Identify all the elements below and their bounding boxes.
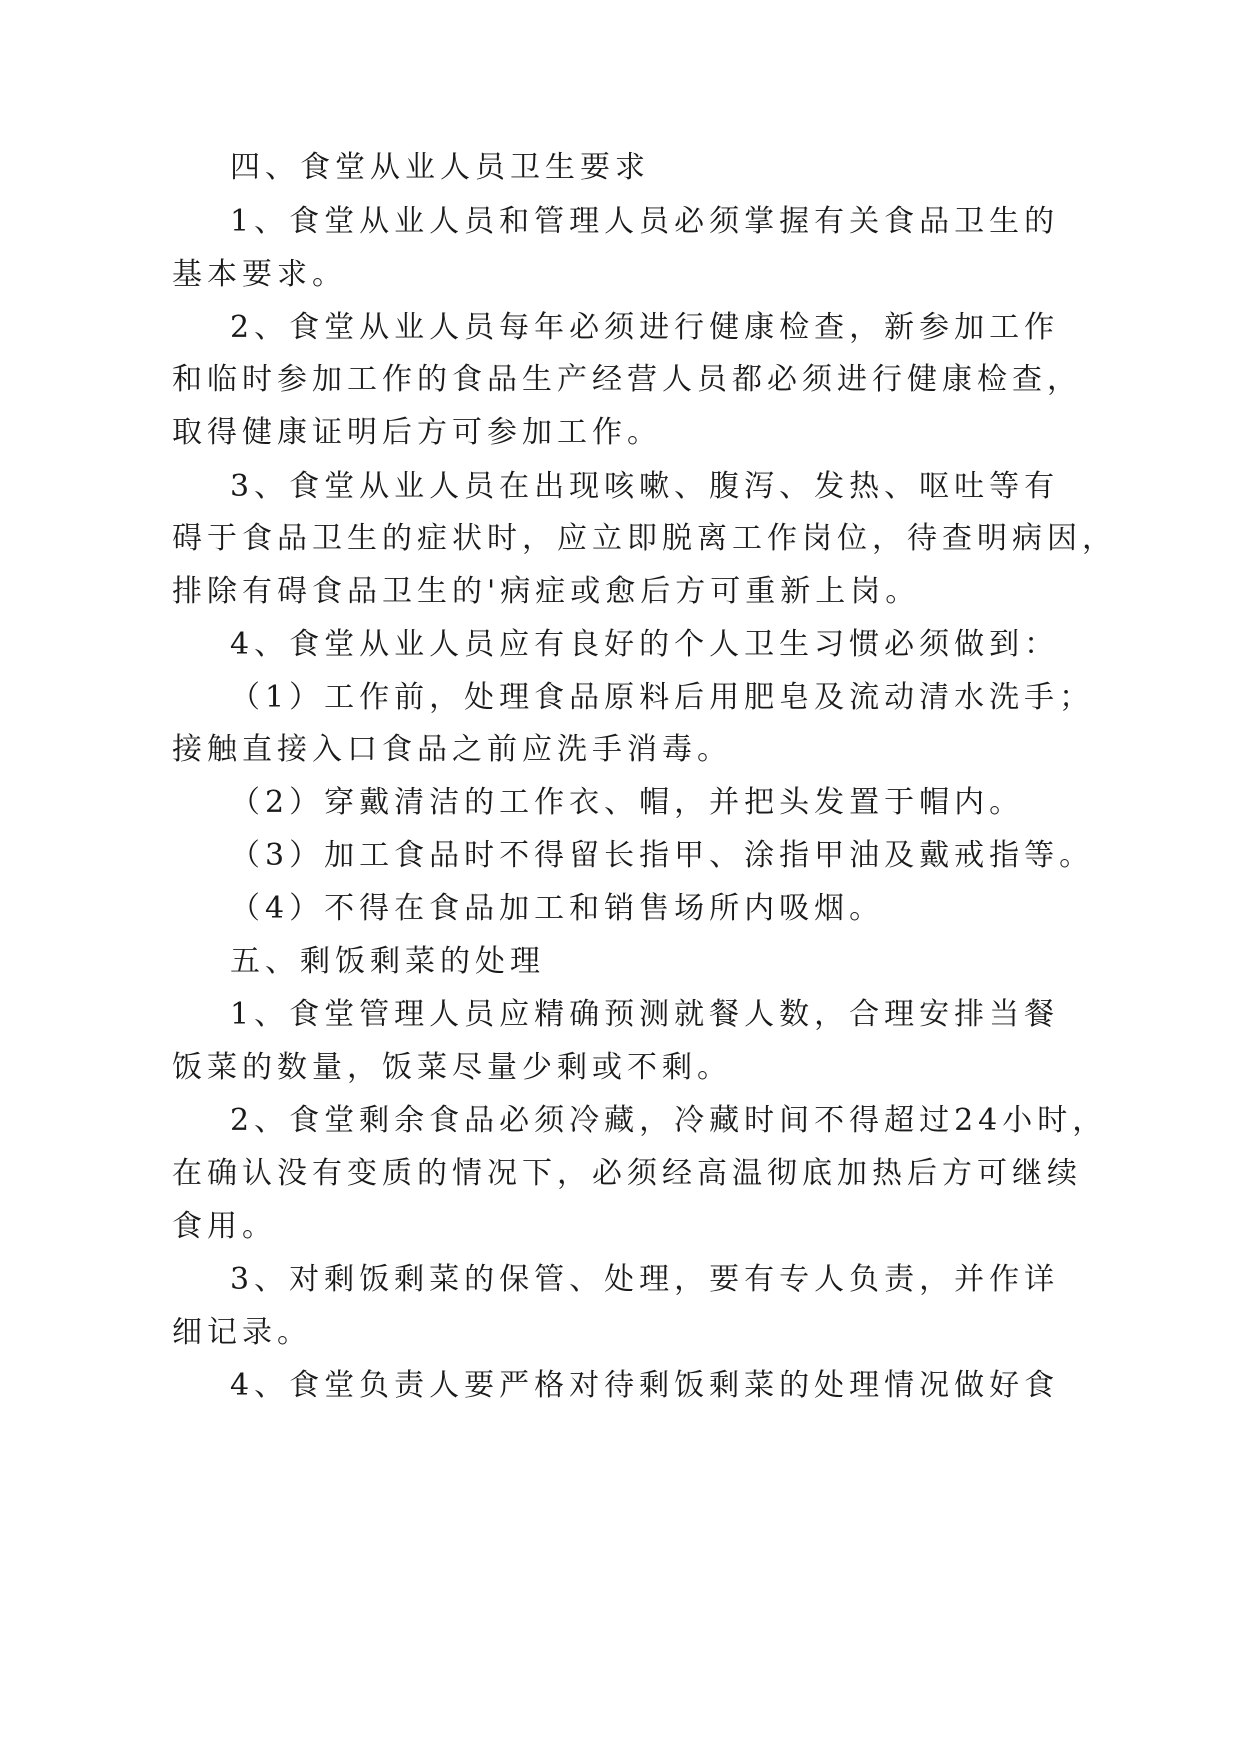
- paragraph-line: 基本要求。: [172, 257, 347, 292]
- list-item-line: （3）加工食品时不得留长指甲、涂指甲油及戴戒指等。: [230, 838, 1095, 873]
- paragraph-line: 排除有碍食品卫生的'病症或愈后方可重新上岗。: [172, 574, 921, 609]
- paragraph-line: 1、食堂从业人员和管理人员必须掌握有关食品卫生的: [230, 204, 1060, 239]
- paragraph-line: 和临时参加工作的食品生产经营人员都必须进行健康检查，: [172, 362, 1082, 397]
- paragraph-line: 食用。: [172, 1209, 277, 1244]
- paragraph-line: 饭菜的数量，饭菜尽量少剩或不剩。: [172, 1050, 732, 1085]
- paragraph-line: 3、食堂从业人员在出现咳嗽、腹泻、发热、呕吐等有: [230, 469, 1060, 504]
- section-heading-staff-hygiene: 四、食堂从业人员卫生要求: [230, 150, 650, 185]
- paragraph-line: 1、食堂管理人员应精确预测就餐人数，合理安排当餐: [230, 997, 1060, 1032]
- paragraph-line: 4、食堂从业人员应有良好的个人卫生习惯必须做到：: [230, 627, 1060, 662]
- list-item-line: （2）穿戴清洁的工作衣、帽，并把头发置于帽内。: [230, 785, 1025, 820]
- paragraph-line: 4、食堂负责人要严格对待剩饭剩菜的处理情况做好食: [230, 1368, 1060, 1403]
- paragraph-line: 2、食堂从业人员每年必须进行健康检查，新参加工作: [230, 310, 1060, 345]
- paragraph-line: 在确认没有变质的情况下，必须经高温彻底加热后方可继续: [172, 1156, 1082, 1191]
- list-item-line: （1）工作前，处理食品原料后用肥皂及流动清水洗手；: [230, 680, 1095, 715]
- paragraph-line: 碍于食品卫生的症状时，应立即脱离工作岗位，待查明病因，: [172, 521, 1117, 556]
- section-heading-leftovers: 五、剩饭剩菜的处理: [230, 944, 545, 979]
- paragraph-line: 细记录。: [172, 1315, 312, 1350]
- paragraph-line: 3、对剩饭剩菜的保管、处理，要有专人负责，并作详: [230, 1262, 1060, 1297]
- paragraph-line: 取得健康证明后方可参加工作。: [172, 415, 662, 450]
- list-item-line: （4）不得在食品加工和销售场所内吸烟。: [230, 891, 885, 926]
- paragraph-line: 2、食堂剩余食品必须冷藏，冷藏时间不得超过24小时，: [230, 1103, 1108, 1138]
- list-item-line: 接触直接入口食品之前应洗手消毒。: [172, 732, 732, 767]
